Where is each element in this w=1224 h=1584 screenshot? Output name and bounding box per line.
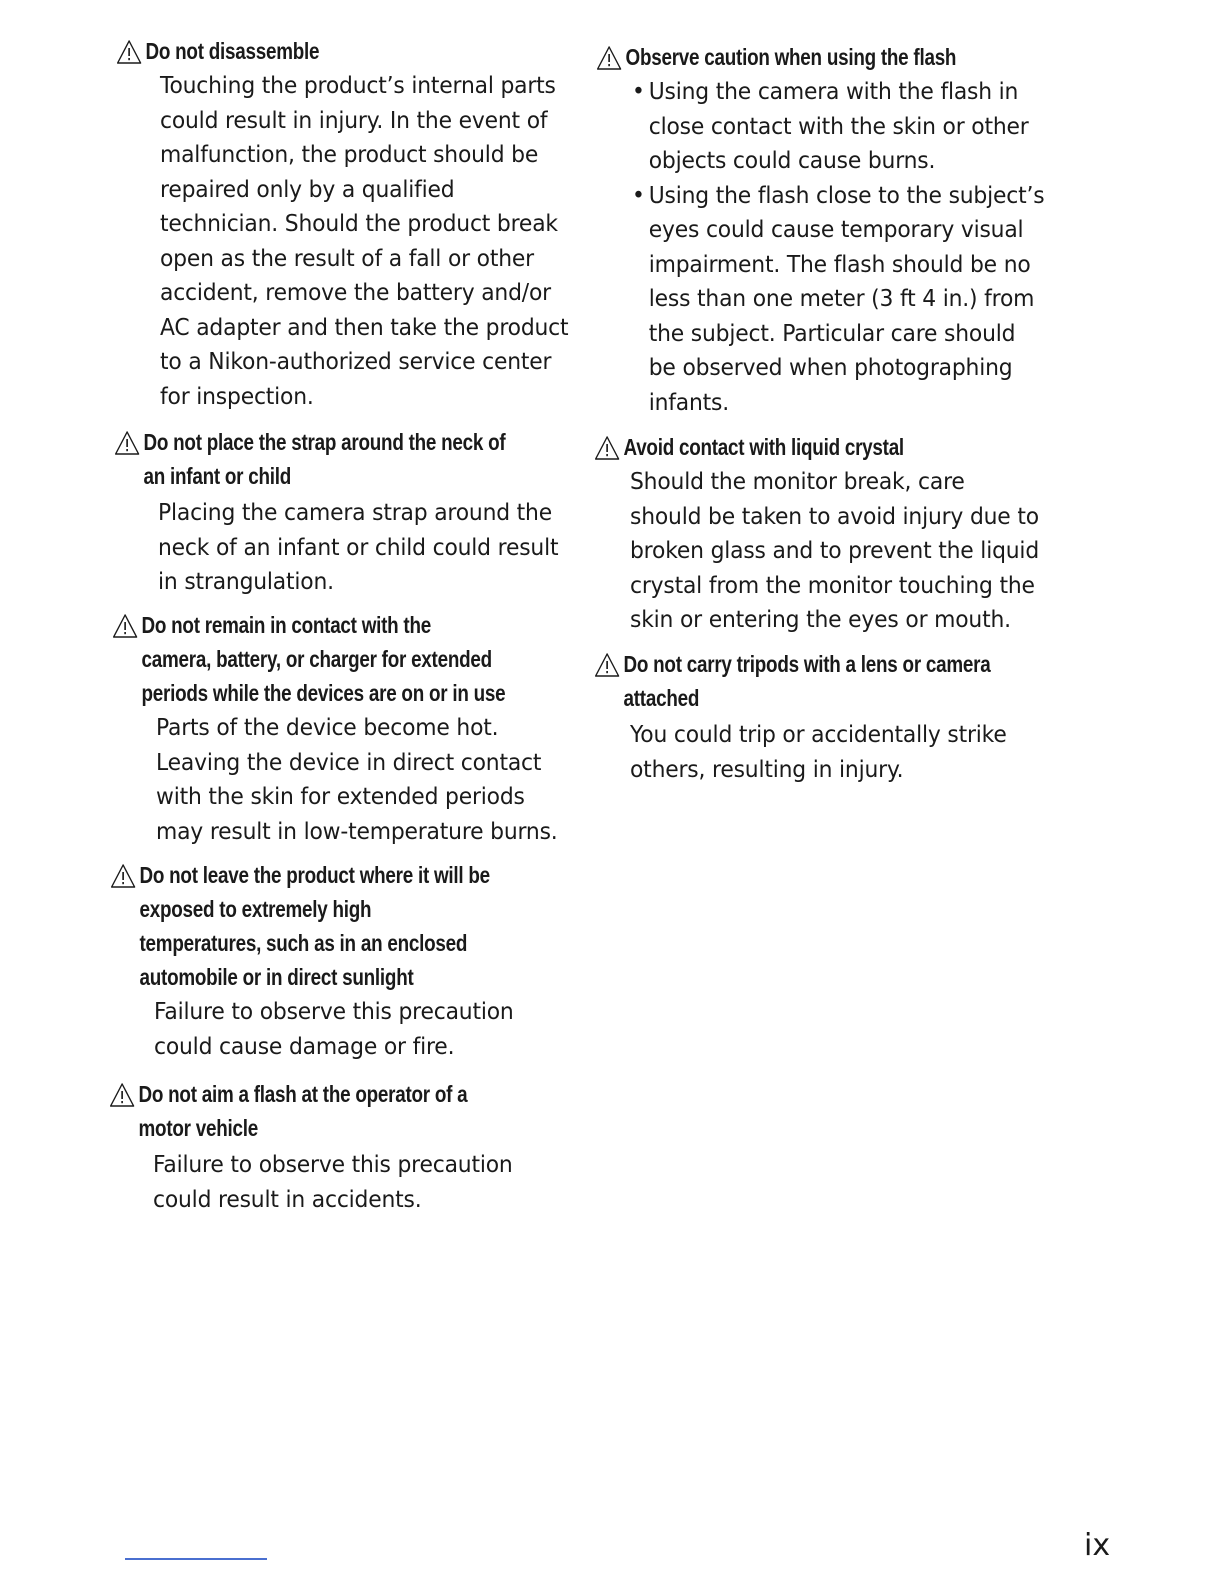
bullet-item (632, 74, 1066, 178)
bullet-text: Using the flash close to the subject’s (648, 180, 1045, 209)
heading-text: Do not carry tripods with a lens or camera (623, 651, 991, 677)
warning-section-disassemble (116, 34, 586, 413)
warning-section-temperature (110, 858, 580, 1063)
heading-text: Avoid contact with liquid crystal (623, 434, 904, 460)
warning-body (594, 717, 1064, 786)
heading-text: motor vehicle (138, 1115, 258, 1141)
warning-body (116, 68, 586, 413)
warning-heading-continued (112, 642, 497, 676)
body-line: technician. Should the product break (160, 209, 558, 237)
body-line: for inspection. (160, 381, 314, 410)
body-line: You could trip or accidentally strike (630, 720, 1007, 748)
body-line: broken glass and to prevent the liquid (630, 536, 1040, 564)
body-line: could result in injury. In the event of (160, 105, 548, 134)
heading-text: camera, battery, or charger for extended (141, 646, 492, 672)
heading-text: Do not leave the product where it will be (139, 862, 490, 888)
warning-body (109, 1147, 579, 1216)
body-line: neck of an infant or child could result (158, 532, 559, 561)
heading-text: periods while the devices are on or in use (141, 680, 506, 706)
body-line: with the skin for extended periods (156, 782, 525, 810)
heading-text: Do not remain in contact with the (141, 612, 431, 638)
body-line: Leaving the device in direct contact (156, 747, 542, 776)
warning-body (114, 495, 584, 599)
warning-section-flash-driver (109, 1077, 579, 1216)
body-line: others, resulting in injury. (630, 754, 904, 783)
warning-triangle-icon (116, 39, 146, 65)
body-line: open as the result of a fall or other (160, 243, 534, 272)
warning-heading-continued (110, 926, 495, 960)
warning-body (110, 994, 580, 1063)
warning-body (594, 464, 1064, 637)
warning-triangle-icon (594, 435, 624, 461)
warning-triangle-icon (110, 863, 140, 889)
bullet-line: less than one meter (3 ft 4 in.) from (648, 284, 1035, 312)
warning-heading (109, 1077, 494, 1111)
bullet-line: close contact with the skin or other (648, 111, 1029, 140)
footer-rule (125, 1558, 267, 1560)
body-line: Placing the camera strap around the (158, 498, 553, 526)
bullet-line (632, 74, 1036, 109)
body-line: could result in accidents. (153, 1184, 422, 1213)
body-line: to a Nikon-authorized service center (160, 347, 552, 375)
heading-text: an infant or child (143, 463, 292, 489)
warning-section-strap (114, 425, 584, 599)
heading-text: Do not place the strap around the neck of (143, 429, 506, 455)
heading-text: automobile or in direct sunlight (139, 964, 414, 990)
bullet-line (632, 178, 1045, 213)
warning-section-liquid-crystal (594, 430, 1064, 637)
warning-heading-continued (114, 459, 499, 493)
warning-heading-continued (109, 1111, 494, 1145)
warning-heading (114, 425, 506, 459)
warning-section-contact (112, 608, 582, 848)
heading-text: Observe caution when using the flash (625, 44, 957, 70)
warning-triangle-icon (594, 652, 624, 678)
body-line: Touching the product’s internal parts (160, 71, 556, 99)
bullet-text: Using the camera with the flash in (648, 77, 1019, 105)
bullet-line: eyes could cause temporary visual (648, 215, 1024, 243)
body-line: Failure to observe this precaution (153, 1150, 513, 1178)
heading-text: attached (623, 685, 700, 711)
body-line: repaired only by a qualified (160, 174, 455, 203)
body-line: in strangulation. (158, 567, 334, 595)
warning-body (112, 710, 582, 848)
body-line: AC adapter and then take the product (160, 312, 569, 341)
warning-heading (594, 647, 991, 681)
warning-heading (112, 608, 497, 642)
heading-text: temperatures, such as in an enclosed (139, 930, 468, 956)
bullet-line: impairment. The flash should be no (648, 249, 1031, 278)
warning-heading (596, 40, 981, 74)
bullet-line: infants. (648, 387, 730, 416)
heading-text: Do not disassemble (145, 38, 320, 64)
warning-triangle-icon (596, 45, 626, 71)
bullet-line: be observed when photographing (648, 353, 1013, 381)
bullet-list (596, 74, 1066, 419)
warning-heading-continued (594, 681, 979, 715)
warning-triangle-icon (112, 613, 142, 639)
heading-text: exposed to extremely high (139, 896, 372, 922)
bullet-marker: • (632, 77, 645, 105)
body-line: malfunction, the product should be (160, 140, 539, 168)
body-line: may result in low-temperature burns. (156, 816, 558, 845)
warning-section-tripods (594, 647, 1064, 786)
body-line: crystal from the monitor touching the (630, 570, 1035, 599)
body-line: Should the monitor break, care (630, 467, 965, 495)
bullet-item (632, 178, 1066, 420)
warning-triangle-icon (114, 430, 144, 456)
bullet-line: objects could cause burns. (648, 146, 936, 174)
page-number: ix (1084, 1528, 1111, 1563)
warning-heading (116, 34, 501, 68)
warning-heading-continued (110, 892, 495, 926)
body-line: could cause damage or fire. (154, 1031, 455, 1060)
body-line: Parts of the device become hot. (156, 713, 499, 741)
body-line: skin or entering the eyes or mouth. (630, 605, 1011, 633)
heading-text: Do not aim a flash at the operator of a (138, 1081, 468, 1107)
warning-triangle-icon (109, 1082, 139, 1108)
bullet-line: the subject. Particular care should (648, 318, 1016, 347)
body-line: Failure to observe this precaution (154, 997, 514, 1025)
warning-heading (110, 858, 495, 892)
warning-heading-continued (110, 960, 495, 994)
warning-heading (594, 430, 979, 464)
body-line: accident, remove the battery and/or (160, 278, 551, 306)
bullet-marker: • (632, 180, 645, 209)
body-line: should be taken to avoid injury due to (630, 501, 1039, 530)
warning-heading-continued (112, 676, 506, 710)
warning-section-flash-caution (596, 40, 1066, 419)
